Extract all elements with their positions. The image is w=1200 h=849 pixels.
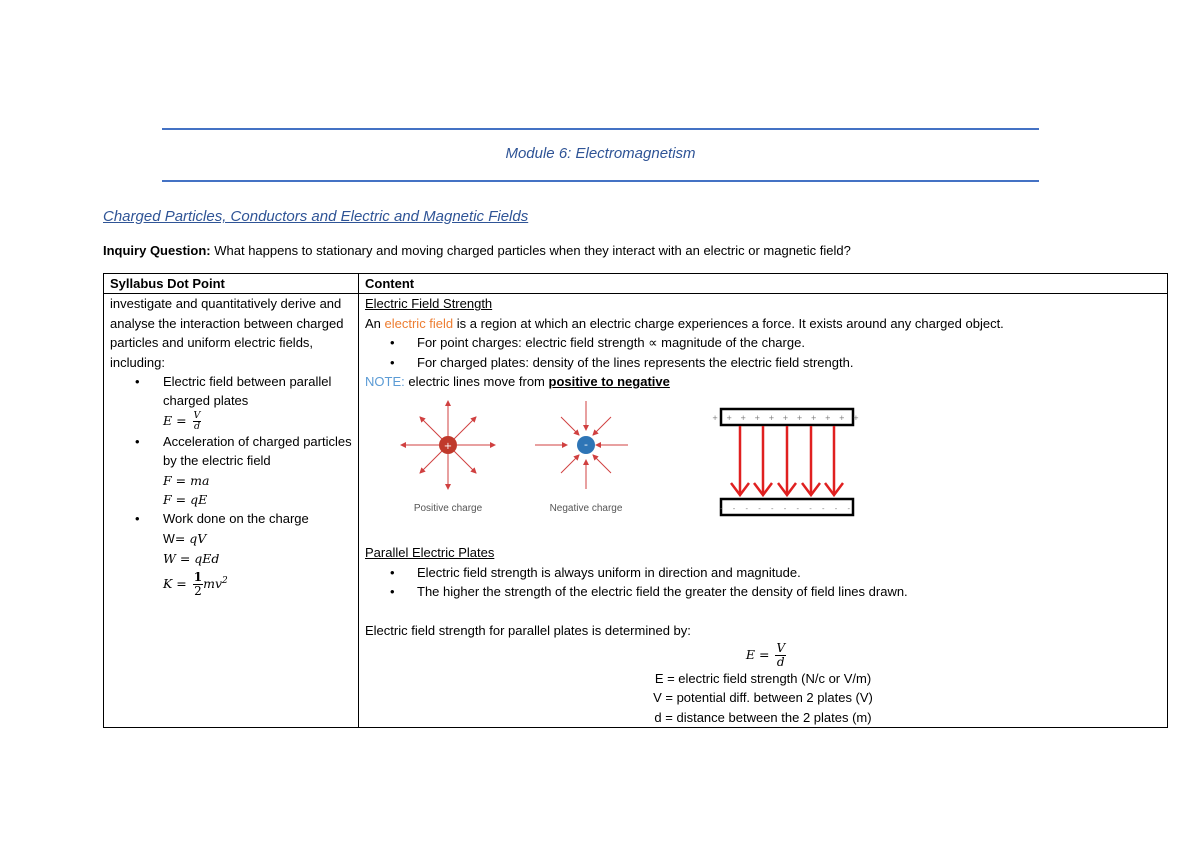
content-cell <box>359 294 1168 728</box>
formula-kinetic: K = $\frac{1}{2}$ $mv^2$ <box>163 569 228 598</box>
definition-d: d = distance between the 2 plates (m) <box>654 709 872 725</box>
determined-by-text: Electric field strength for parallel plates is determined by: <box>365 622 691 638</box>
plates-bullets <box>365 563 1167 602</box>
parallel-plates-diagram <box>712 409 862 515</box>
efs-intro-post: is a region at which an electric charge experiences a force. It exists around any charged object. <box>453 315 1004 331</box>
field-lines-diagram <box>365 395 865 543</box>
inquiry-question <box>103 243 851 258</box>
efs-heading: Electric Field Strength <box>365 296 493 312</box>
header-content: Content <box>359 274 1168 294</box>
top-rule <box>162 128 1039 130</box>
inquiry-text: What happens to stationary and moving charged particles when they interact with an electric or magnetic field? <box>210 243 851 258</box>
efs-intro-term: electric field <box>384 315 454 331</box>
module-title: Module 6: Electromagnetism <box>505 145 696 162</box>
definition-e: E = electric field strength (N/c or V/m) <box>654 671 872 687</box>
positive-charge-diagram <box>401 401 495 514</box>
list-item: • Electric field between parallel charged plates <box>110 372 354 411</box>
syllabus-cell <box>104 294 359 728</box>
definition-v: V = potential diff. between 2 plates (V) <box>653 690 873 706</box>
syllabus-bullets <box>110 372 354 411</box>
syllabus-table <box>103 273 1168 728</box>
formula-f-ma: F = ma <box>163 472 210 488</box>
positive-caption: Positive charge <box>413 503 483 515</box>
list-item: • Work done on the charge <box>110 509 354 528</box>
list-item: • For point charges: electric field strength ∝ magnitude of the charge. <box>365 333 1167 352</box>
note-emphasis: positive to negative <box>548 374 670 390</box>
plates-heading: Parallel Electric Plates <box>365 545 495 561</box>
list-item: • The higher the strength of the electric field the greater the density of field lines drawn. <box>365 582 1167 601</box>
list-item: • Acceleration of charged particles by the electric field <box>110 432 354 471</box>
formula-plates: E = $\frac{V}{d}$ <box>745 641 786 670</box>
list-item: • Electric field strength is always uniform in direction and magnitude. <box>365 563 1167 582</box>
negative-charge-diagram <box>535 401 628 514</box>
svg-text:-: - <box>584 438 588 452</box>
formula-w-qv: W= qV <box>163 530 207 546</box>
table-row <box>104 294 1168 728</box>
section-heading: Charged Particles, Conductors and Electric and Magnetic Fields <box>103 208 529 225</box>
syllabus-bullets-3 <box>110 509 354 528</box>
bottom-rule <box>162 180 1039 182</box>
list-item: • For charged plates: density of the lines represents the electric field strength. <box>365 353 1167 372</box>
formula-e-v-d: E = $\frac{V}{d}$ <box>163 409 201 432</box>
table-header-row <box>104 274 1168 294</box>
inquiry-label: Inquiry Question: <box>103 243 211 258</box>
syllabus-bullets-2 <box>110 432 354 471</box>
svg-text:+: + <box>443 441 453 453</box>
note-label: NOTE: <box>365 374 405 390</box>
note-line <box>365 372 1167 391</box>
negative-caption: Negative charge <box>549 503 623 515</box>
svg-text:+ + + + + + + + + + +: + + + + + + + + + + + <box>712 414 862 423</box>
svg-text:- - - - - - - - - - -: - - - - - - - - - - - <box>719 505 855 514</box>
note-text: electric lines move from <box>404 374 549 390</box>
header-syllabus: Syllabus Dot Point <box>104 274 359 294</box>
syllabus-intro: investigate and quantitatively derive and analyse the interaction between charged particles and uniform electric fields, including: <box>110 296 344 370</box>
formula-f-qe: F = qE <box>163 492 208 508</box>
efs-intro-pre: An <box>365 315 385 331</box>
efs-intro <box>365 314 1167 333</box>
formula-w-qed: W = qEd <box>163 551 220 567</box>
efs-bullets <box>365 333 1167 372</box>
